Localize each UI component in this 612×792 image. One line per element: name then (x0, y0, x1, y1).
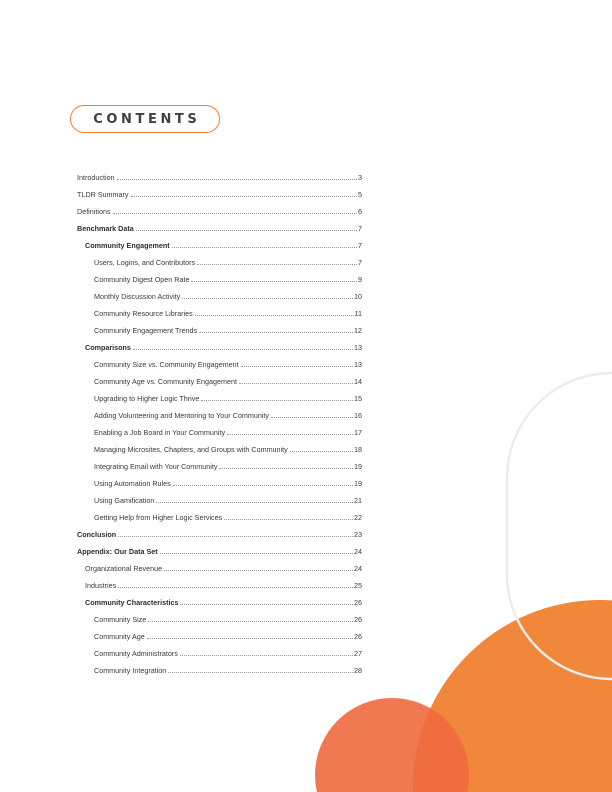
toc-entry[interactable] (77, 165, 362, 182)
toc-entry[interactable] (77, 369, 362, 386)
toc-entry-page-number: 24 (354, 547, 362, 556)
toc-entry-label: Adding Volunteering and Mentoring to Your Community (94, 411, 270, 420)
toc-entry-label: Integrating Email with Your Community (94, 462, 218, 471)
toc-dot-leader (168, 672, 353, 673)
toc-dot-leader (227, 434, 353, 435)
outline-capsule (507, 373, 612, 679)
toc-entry-label: Community Size (94, 615, 147, 624)
toc-entry-page-number: 26 (354, 632, 362, 641)
toc-dot-leader (156, 502, 353, 503)
toc-dot-leader (173, 485, 353, 486)
toc-entry-label: Introduction (77, 173, 115, 182)
toc-entry-label: Community Integration (94, 666, 167, 675)
toc-entry-page-number: 23 (354, 530, 362, 539)
large-orange-circle (413, 600, 612, 792)
toc-dot-leader (131, 196, 357, 197)
toc-entry-page-number: 6 (358, 207, 362, 216)
toc-entry[interactable] (77, 301, 362, 318)
toc-entry-label: Benchmark Data (77, 224, 134, 233)
toc-entry-page-number: 10 (354, 292, 362, 301)
toc-entry-page-number: 26 (354, 598, 362, 607)
toc-entry-page-number: 7 (358, 224, 362, 233)
toc-entry[interactable] (77, 488, 362, 505)
toc-entry[interactable] (77, 352, 362, 369)
toc-entry-label: Using Gamification (94, 496, 155, 505)
page-title: CONTENTS (93, 111, 201, 127)
toc-entry[interactable] (77, 641, 362, 658)
toc-dot-leader (241, 366, 353, 367)
toc-entry-label: Monthly Discussion Activity (94, 292, 181, 301)
toc-entry-page-number: 26 (354, 615, 362, 624)
toc-entry-label: Getting Help from Higher Logic Services (94, 513, 223, 522)
toc-entry[interactable] (77, 216, 362, 233)
toc-entry-page-number: 17 (354, 428, 362, 437)
toc-entry[interactable] (77, 454, 362, 471)
toc-dot-leader (182, 298, 353, 299)
toc-entry-page-number: 19 (354, 479, 362, 488)
toc-dot-leader (117, 179, 357, 180)
toc-entry-page-number: 22 (354, 513, 362, 522)
toc-entry[interactable] (77, 658, 362, 675)
toc-entry[interactable] (77, 233, 362, 250)
toc-entry-label: Community Size vs. Community Engagement (94, 360, 239, 369)
toc-entry[interactable] (77, 539, 362, 556)
toc-entry-label: Community Engagement Trends (94, 326, 198, 335)
toc-entry[interactable] (77, 199, 362, 216)
contents-title-pill (70, 105, 220, 133)
toc-entry[interactable] (77, 267, 362, 284)
toc-entry-label: Conclusion (77, 530, 117, 539)
toc-dot-leader (191, 281, 357, 282)
toc-entry[interactable] (77, 471, 362, 488)
toc-entry-label: Enabling a Job Board in Your Community (94, 428, 226, 437)
toc-entry-label: Community Characteristics (85, 598, 179, 607)
toc-dot-leader (197, 264, 357, 265)
toc-entry[interactable] (77, 607, 362, 624)
toc-entry-label: Community Digest Open Rate (94, 275, 190, 284)
toc-entry[interactable] (77, 556, 362, 573)
toc-entry[interactable] (77, 505, 362, 522)
toc-entry[interactable] (77, 335, 362, 352)
toc-entry-label: Community Engagement (85, 241, 170, 250)
toc-dot-leader (160, 553, 353, 554)
toc-entry[interactable] (77, 437, 362, 454)
toc-dot-leader (239, 383, 353, 384)
toc-entry-label: Community Resource Libraries (94, 309, 193, 318)
toc-entry-label: Organizational Revenue (85, 564, 163, 573)
toc-entry-label: Community Administrators (94, 649, 178, 658)
toc-dot-leader (195, 315, 354, 316)
toc-entry[interactable] (77, 522, 362, 539)
toc-entry-page-number: 16 (354, 411, 362, 420)
toc-dot-leader (180, 604, 353, 605)
toc-entry[interactable] (77, 284, 362, 301)
toc-dot-leader (118, 587, 353, 588)
toc-entry[interactable] (77, 590, 362, 607)
toc-dot-leader (172, 247, 357, 248)
toc-entry-label: TLDR Summary (77, 190, 129, 199)
toc-entry-page-number: 25 (354, 581, 362, 590)
toc-dot-leader (164, 570, 353, 571)
toc-entry-page-number: 12 (354, 326, 362, 335)
toc-dot-leader (180, 655, 353, 656)
toc-entry[interactable] (77, 386, 362, 403)
toc-entry-label: Community Age vs. Community Engagement (94, 377, 238, 386)
toc-entry-page-number: 18 (354, 445, 362, 454)
toc-entry[interactable] (77, 403, 362, 420)
toc-dot-leader (133, 349, 353, 350)
toc-entry[interactable] (77, 573, 362, 590)
toc-entry[interactable] (77, 250, 362, 267)
toc-entry-label: Industries (85, 581, 117, 590)
toc-entry-page-number: 28 (354, 666, 362, 675)
toc-entry-label: Users, Logins, and Contributors (94, 258, 196, 267)
toc-entry-label: Using Automation Rules (94, 479, 171, 488)
toc-entry-page-number: 13 (354, 343, 362, 352)
toc-entry-label: Managing Microsites, Chapters, and Groups with Community (94, 445, 288, 454)
toc-dot-leader (147, 638, 353, 639)
toc-dot-leader (201, 400, 353, 401)
small-orange-circle (315, 698, 469, 792)
toc-entry-page-number: 5 (358, 190, 362, 199)
toc-entry[interactable] (77, 420, 362, 437)
toc-entry-page-number: 21 (354, 496, 362, 505)
toc-dot-leader (224, 519, 353, 520)
toc-entry-page-number: 9 (358, 275, 362, 284)
toc-entry-label: Upgrading to Higher Logic Thrive (94, 394, 200, 403)
toc-dot-leader (219, 468, 353, 469)
toc-entry-page-number: 13 (354, 360, 362, 369)
table-of-contents (77, 165, 362, 675)
toc-entry[interactable] (77, 624, 362, 641)
toc-dot-leader (290, 451, 353, 452)
toc-entry-page-number: 14 (354, 377, 362, 386)
toc-dot-leader (118, 536, 353, 537)
toc-dot-leader (136, 230, 357, 231)
toc-entry-label: Community Age (94, 632, 145, 641)
toc-entry[interactable] (77, 182, 362, 199)
toc-entry-page-number: 27 (354, 649, 362, 658)
toc-entry-page-number: 15 (354, 394, 362, 403)
toc-entry-page-number: 7 (358, 258, 362, 267)
toc-entry[interactable] (77, 318, 362, 335)
toc-dot-leader (148, 621, 353, 622)
toc-entry-page-number: 7 (358, 241, 362, 250)
toc-dot-leader (113, 213, 357, 214)
toc-dot-leader (199, 332, 353, 333)
toc-entry-label: Definitions (77, 207, 111, 216)
toc-entry-page-number: 19 (354, 462, 362, 471)
toc-entry-page-number: 3 (358, 173, 362, 182)
toc-entry-page-number: 24 (354, 564, 362, 573)
toc-entry-label: Appendix: Our Data Set (77, 547, 158, 556)
toc-entry-label: Comparisons (85, 343, 131, 352)
toc-dot-leader (271, 417, 353, 418)
toc-entry-page-number: 11 (354, 309, 362, 318)
